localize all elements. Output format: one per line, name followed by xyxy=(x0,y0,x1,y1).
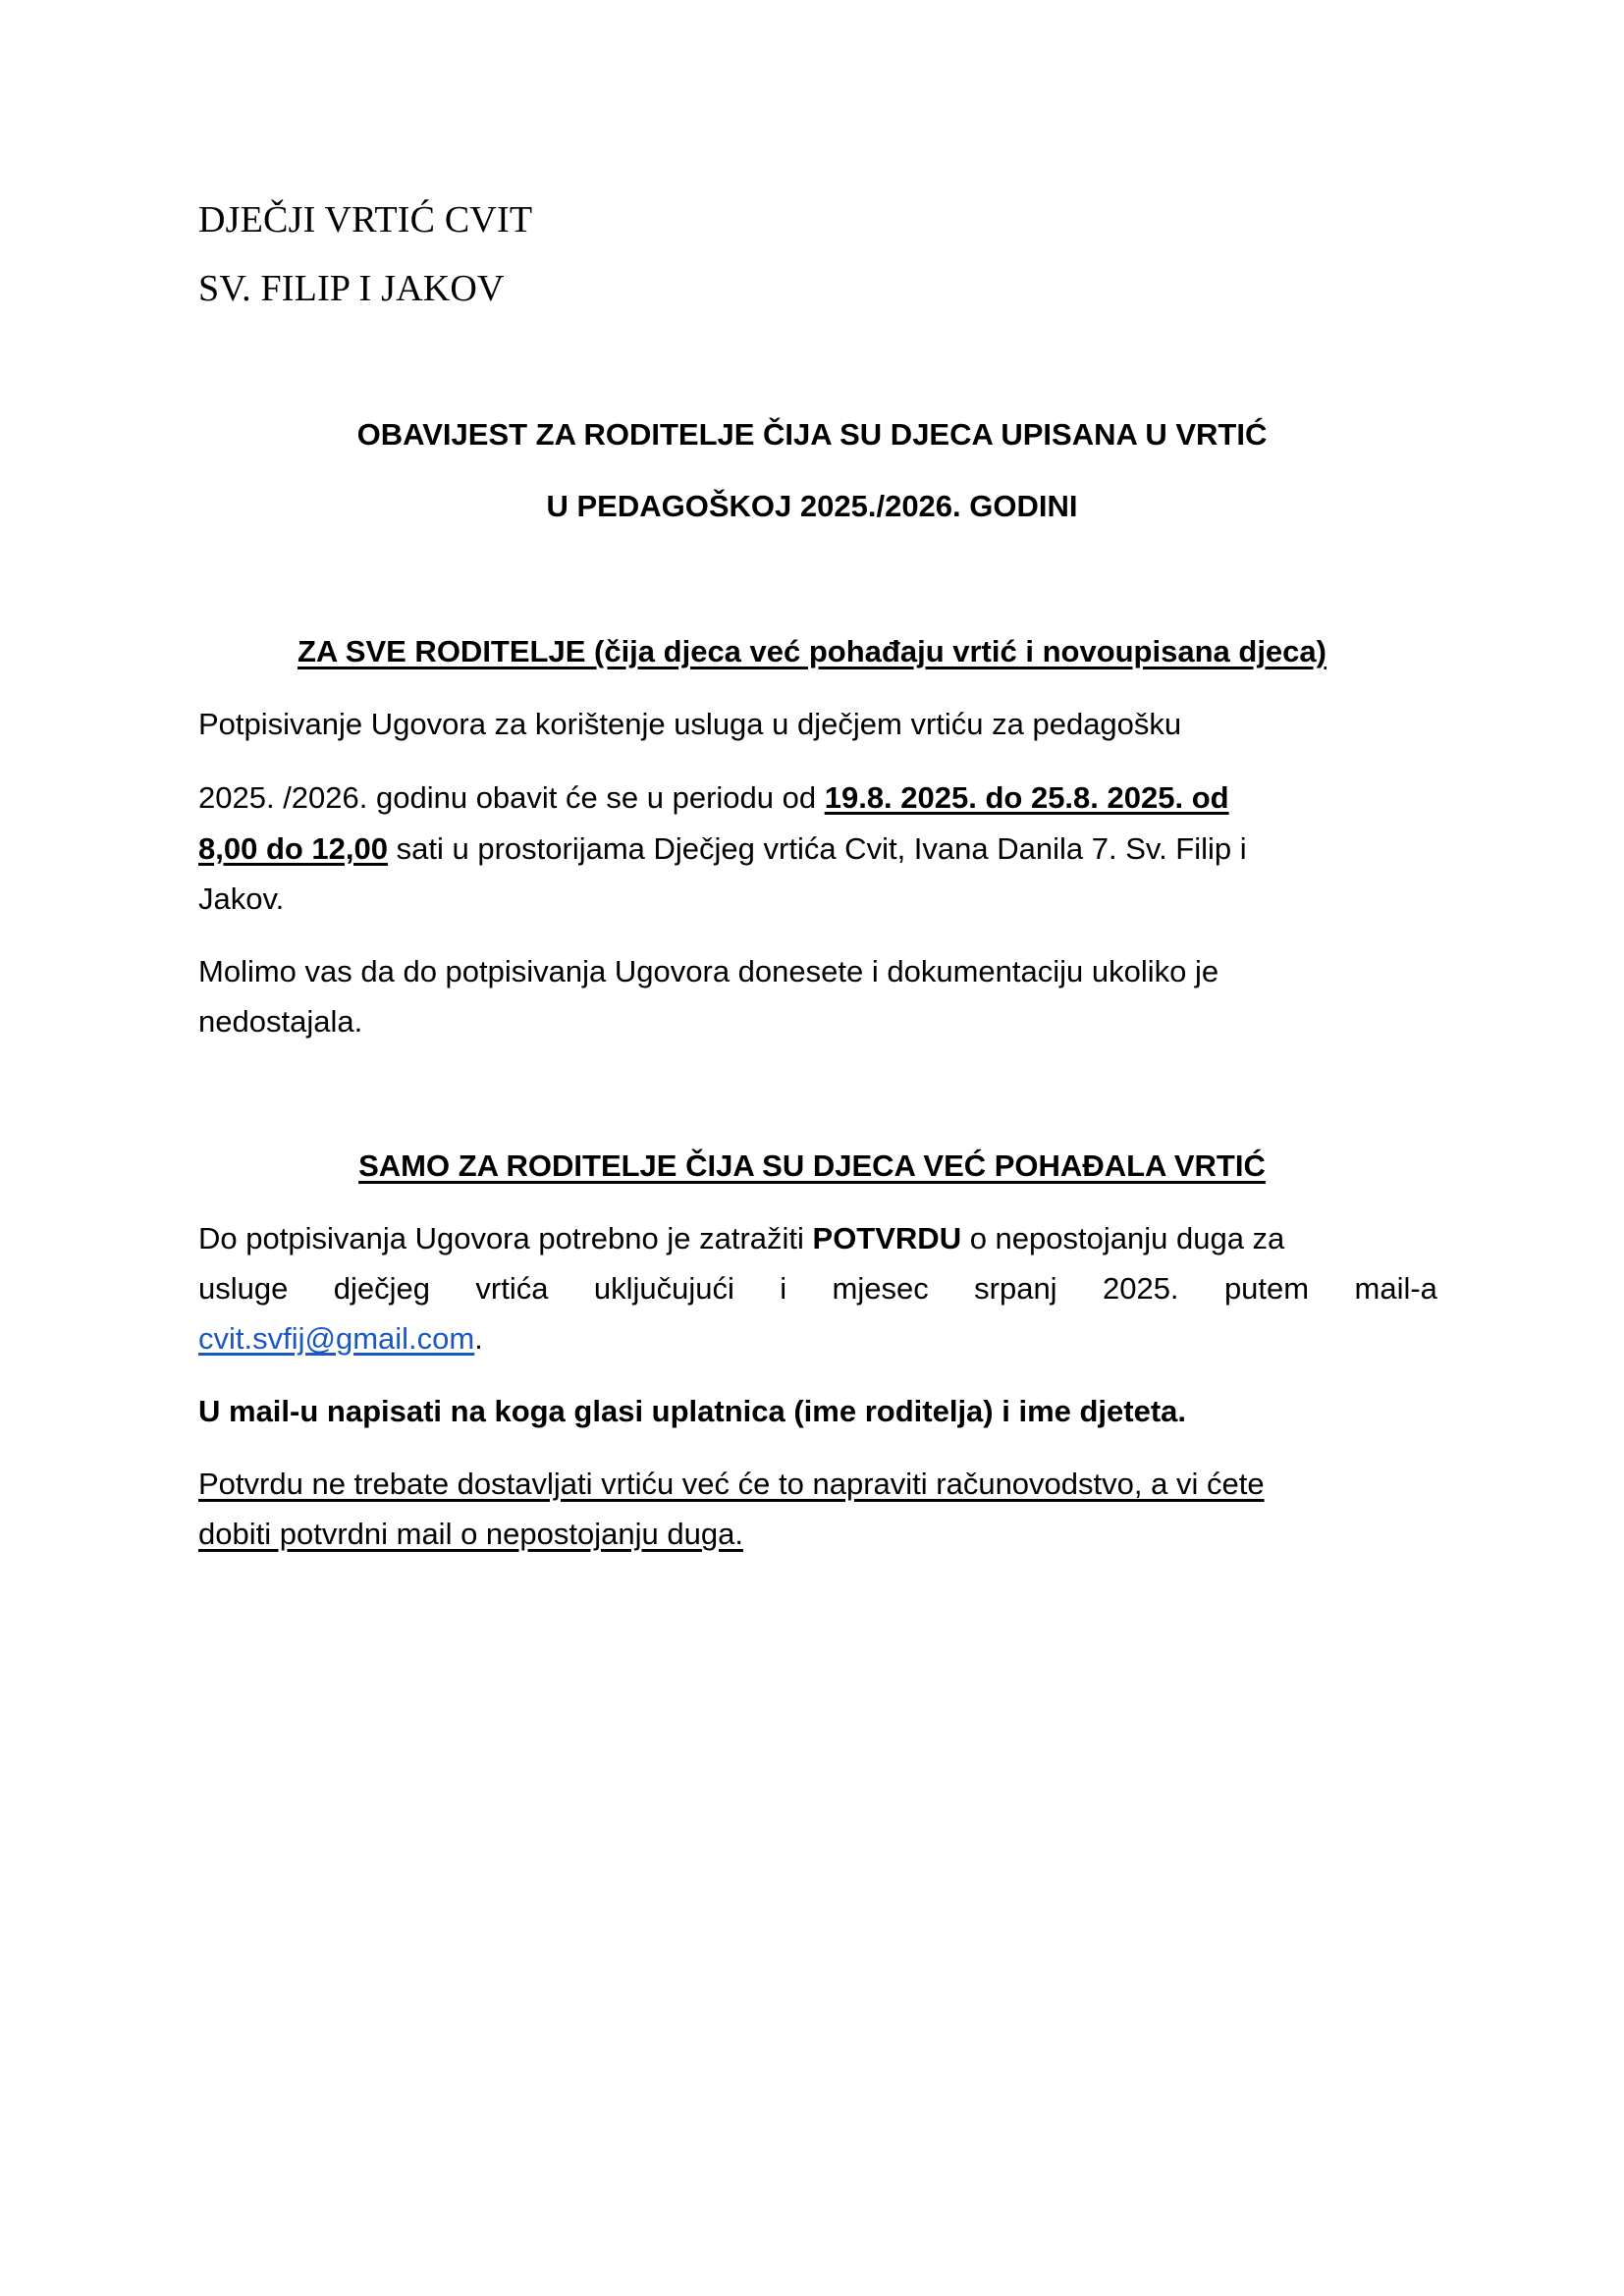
email-period: . xyxy=(474,1321,483,1356)
signing-dates: 19.8. 2025. do 25.8. 2025. od xyxy=(824,780,1229,815)
word: i xyxy=(780,1271,787,1306)
kindergarten-name: DJEČJI VRTIĆ CVIT xyxy=(198,199,533,240)
documentation-line-2: nedostajala. xyxy=(198,1004,363,1039)
word: vrtića xyxy=(475,1271,549,1306)
word: uključujući xyxy=(593,1271,734,1306)
mail-instructions: U mail-u napisati na koga glasi uplatnica (ime roditelja) i ime djeteta. xyxy=(198,1394,1187,1428)
word: mail-a xyxy=(1354,1271,1437,1306)
confirmation-keyword: POTVRDU xyxy=(812,1221,962,1255)
note-line-1: Potvrdu ne trebate dostavljati vrtiću već će to napraviti računovodstvo, a vi ćete xyxy=(198,1467,1265,1501)
word: 2025. xyxy=(1102,1271,1179,1306)
note-line-2: dobiti potvrdni mail o nepostojanju duga. xyxy=(198,1517,743,1551)
email-link[interactable]: cvit.svfij@gmail.com xyxy=(198,1321,475,1356)
contract-signing-text: 2025. /2026. godinu obavit će se u periodu od xyxy=(198,780,825,815)
confirmation-line-2 xyxy=(198,1271,1437,1307)
word: mjesec xyxy=(832,1271,929,1306)
signing-hours: 8,00 do 12,00 xyxy=(198,831,389,866)
word: dječjeg xyxy=(333,1271,430,1306)
kindergarten-location: SV. FILIP I JAKOV xyxy=(198,268,505,309)
word: srpanj xyxy=(974,1271,1057,1306)
contract-signing-line-4: Jakov. xyxy=(198,881,285,916)
notice-title-line-1: OBAVIJEST ZA RODITELJE ČIJA SU DJECA UPISANA U VRTIĆ xyxy=(356,417,1268,452)
confirmation-text-a: Do potpisivanja Ugovora potrebno je zatražiti xyxy=(198,1221,813,1255)
confirmation-line-3 xyxy=(198,1321,483,1357)
confirmation-text-c: o nepostojanju duga za xyxy=(961,1221,1285,1255)
contract-signing-line-3 xyxy=(198,831,1247,867)
section-returning-parents-heading: SAMO ZA RODITELJE ČIJA SU DJECA VEĆ POHAĐALA VRTIĆ xyxy=(358,1148,1266,1183)
documentation-line-1: Molimo vas da do potpisivanja Ugovora donesete i dokumentaciju ukoliko je xyxy=(198,954,1219,988)
confirmation-line-1 xyxy=(198,1221,1284,1256)
notice-title-line-2: U PEDAGOŠKOJ 2025./2026. GODINI xyxy=(546,489,1078,523)
word: putem xyxy=(1223,1271,1310,1306)
word: usluge xyxy=(198,1271,289,1306)
section-all-parents-heading: ZA SVE RODITELJE (čija djeca već pohađaju vrtić i novoupisana djeca) xyxy=(298,634,1326,668)
contract-signing-line-2 xyxy=(198,780,1229,816)
signing-location-text: sati u prostorijama Dječjeg vrtića Cvit, Ivana Danila 7. Sv. Filip i xyxy=(388,831,1247,866)
contract-signing-line-1: Potpisivanje Ugovora za korištenje usluga u dječjem vrtiću za pedagošku xyxy=(198,707,1182,741)
